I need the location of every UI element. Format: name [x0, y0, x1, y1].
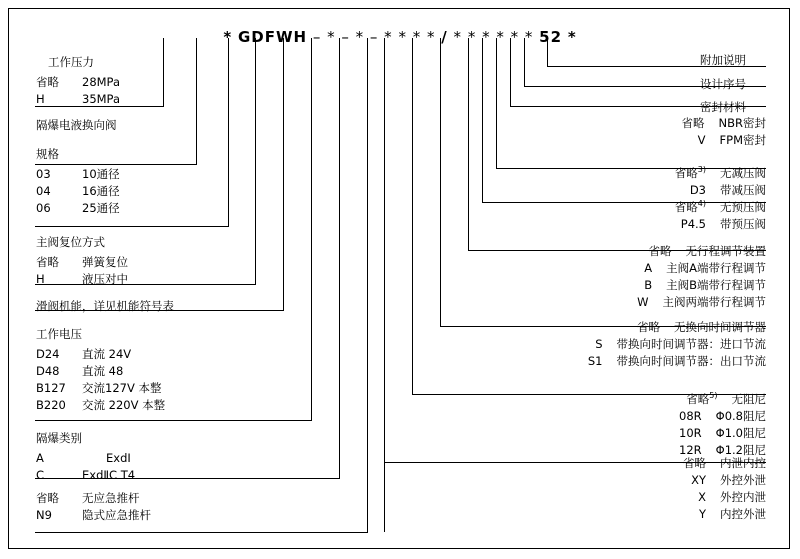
leader-right-v4: [496, 38, 497, 168]
leader-right-v5: [482, 38, 483, 202]
code-prefix-star: *: [223, 28, 233, 46]
right-precharge-rows: [636, 195, 766, 233]
left-valve-name: 隔爆电液换向阀: [36, 118, 117, 132]
right-seal-title: 密封材料: [700, 100, 746, 114]
left-reset-rows: [36, 254, 128, 288]
table-row: D3 带减压阀: [689, 182, 766, 197]
leader-right-v8: [412, 38, 413, 394]
table-row: S1 带换向时间调节器：出口节流: [587, 354, 766, 368]
table-row: B 主阀B端带行程调节: [644, 278, 766, 292]
code-tail: * * * * * *: [453, 28, 534, 46]
leader-left-h2: [35, 164, 197, 165]
leader-right-v9: [384, 38, 385, 462]
table-row: P4.5 带预压阀: [680, 216, 766, 231]
table-row: Y 内控外泄: [698, 507, 766, 521]
code-segments: – * – * – * * * *: [312, 28, 436, 46]
left-pressure-title: 工作压力: [48, 55, 94, 69]
table-row: 省略$^{5)}$ 无阻尼: [686, 391, 766, 406]
table-row: 10R Φ1.0阻尼: [679, 425, 766, 440]
table-row: 省略 无换向时间调节器: [637, 320, 766, 334]
table-row: 08R Φ0.8阻尼: [679, 408, 766, 423]
table-row: 省略$^{3)}$ 无减压阀: [674, 165, 766, 180]
table-row: 省略 内泄内控: [683, 456, 766, 470]
table-row: 省略 无应急推杆: [36, 491, 140, 505]
table-row: B127 交流127V 本整: [36, 381, 162, 395]
table-row: C ExdⅡC T4: [36, 468, 136, 482]
leader-right-v2: [524, 38, 525, 86]
right-seal-rows: [636, 115, 766, 149]
code-number: 52: [539, 28, 563, 46]
table-row: H 液压对中: [36, 272, 128, 286]
leader-left-v3: [228, 38, 229, 226]
table-row: W 主阀两端带行程调节: [637, 295, 766, 309]
right-control-rows: [630, 455, 766, 523]
table-row: 06 25通径: [36, 201, 120, 215]
table-row: 04 16通径: [36, 184, 120, 198]
left-explosion-rows: [36, 450, 135, 484]
table-row: 省略$^{4)}$ 无预压阀: [674, 199, 766, 214]
right-reducing-rows: [636, 161, 766, 199]
table-row: 省略 NBR密封: [681, 116, 766, 130]
table-row: A ExdⅠ: [36, 451, 131, 465]
code-model: GDFWH: [237, 28, 308, 46]
table-row: H 35MPa: [36, 92, 121, 106]
leader-right-v1: [547, 38, 548, 66]
left-function: 滑阀机能，详见机能符号表: [36, 299, 174, 313]
right-stroke-rows: [560, 243, 766, 311]
model-code-line: [0, 28, 800, 46]
leader-left-v6: [311, 38, 312, 420]
table-row: 12R Φ1.2阻尼: [679, 442, 766, 457]
leader-left-h6: [35, 420, 312, 421]
table-row: A 主阀A端带行程调节: [644, 261, 766, 275]
left-voltage-title: 工作电压: [36, 327, 82, 341]
table-row: XY 外控外泄: [691, 473, 766, 487]
table-row: S 带换向时间调节器：进口节流: [595, 337, 766, 351]
right-damping-rows: [620, 387, 766, 459]
leader-left-v1: [163, 38, 164, 106]
leader-left-v8: [367, 38, 368, 532]
table-row: V FPM密封: [697, 133, 766, 147]
leader-left-v5: [283, 38, 284, 310]
left-size-title: 规格: [36, 147, 59, 161]
table-row: X 外控内泄: [698, 490, 766, 504]
table-row: B220 交流 220V 本整: [36, 398, 166, 412]
left-size-rows: [36, 166, 120, 217]
right-timer-rows: [508, 319, 766, 370]
leader-right-v7: [440, 38, 441, 326]
leader-left-h3: [35, 226, 229, 227]
leader-left-v2: [196, 38, 197, 164]
right-design-no: 设计序号: [700, 77, 746, 91]
left-explosion-title: 隔爆类别: [36, 431, 82, 445]
table-row: 省略 28MPa: [36, 75, 121, 89]
leader-left-v7: [339, 38, 340, 478]
left-reset-title: 主阀复位方式: [36, 235, 105, 249]
table-row: D24 直流 24V: [36, 347, 132, 361]
table-row: N9 隐式应急推杆: [36, 508, 151, 522]
table-row: 03 10通径: [36, 167, 120, 181]
leader-right-v10: [384, 462, 385, 532]
table-row: D48 直流 48: [36, 364, 124, 378]
leader-left-h8: [35, 532, 368, 533]
right-note: 附加说明: [700, 53, 746, 67]
left-emergency-rows: [36, 490, 151, 524]
code-suffix-star: *: [567, 28, 577, 46]
leader-right-v6: [468, 38, 469, 250]
leader-right-v3: [510, 38, 511, 106]
leader-left-v4: [255, 38, 256, 284]
table-row: 省略 无行程调节装置: [648, 244, 766, 258]
code-slash: /: [441, 28, 448, 46]
left-pressure-rows: [36, 74, 120, 108]
left-voltage-rows: [36, 346, 165, 414]
table-row: 省略 弹簧复位: [36, 255, 128, 269]
